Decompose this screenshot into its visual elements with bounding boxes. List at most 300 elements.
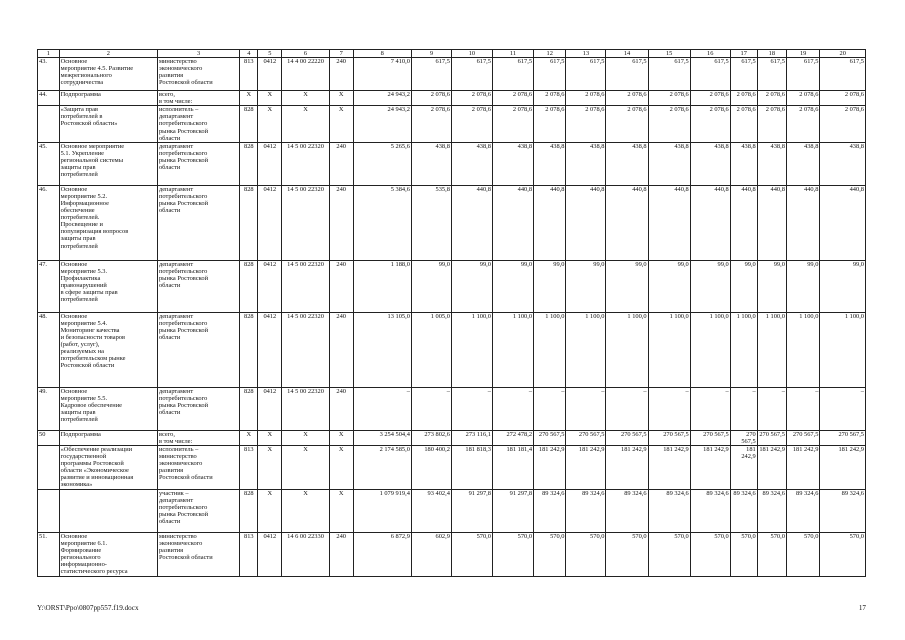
amount-cell: 535,8 xyxy=(411,185,451,260)
amount-cell: 570,0 xyxy=(648,532,690,576)
amount-cell: 1 100,0 xyxy=(566,312,606,387)
measure-name-cell xyxy=(59,489,157,532)
measure-name-cell xyxy=(59,91,157,106)
executor-line: рынка Ростовской xyxy=(158,127,209,135)
amount-cell: 24 943,2 xyxy=(353,106,411,142)
executor-line: министерство xyxy=(158,58,197,66)
grbs-code-cell: 828 xyxy=(240,312,258,387)
target-article-cell: 14 5 00 22320 xyxy=(282,185,330,260)
row-number-cell: 50 xyxy=(38,430,60,445)
amount-cell: – xyxy=(606,387,648,430)
amount-cell: 99,0 xyxy=(730,260,757,312)
amount-cell: 2 078,6 xyxy=(648,91,690,106)
amount-cell: 440,8 xyxy=(820,185,866,260)
amount-cell: 2 078,6 xyxy=(411,91,451,106)
amount-cell: 270 567,5 xyxy=(606,430,648,445)
amount-cell: 99,0 xyxy=(786,260,820,312)
amount-cell: – xyxy=(730,387,757,430)
amount-cell: 5 265,6 xyxy=(353,142,411,185)
amount-cell: 602,9 xyxy=(411,532,451,576)
column-number-cell: 9 xyxy=(411,50,451,58)
row-number-cell: 51. xyxy=(38,532,60,576)
measure-name-cell xyxy=(59,312,157,387)
amount-cell: 438,8 xyxy=(411,142,451,185)
table-row xyxy=(38,430,866,445)
measure-name-line: мероприятие 5.5. xyxy=(60,394,108,402)
executor-cell xyxy=(157,142,239,185)
amount-cell: 3 254 504,4 xyxy=(353,430,411,445)
amount-cell: 440,8 xyxy=(648,185,690,260)
amount-cell: 2 078,6 xyxy=(492,106,533,142)
target-article-cell: 14 5 00 22320 xyxy=(282,142,330,185)
measure-name-line: статистического ресурса xyxy=(60,568,128,576)
amount-cell: 181 242,9 xyxy=(534,445,566,489)
executor-line: в том числе: xyxy=(158,98,193,106)
amount-cell: 570,0 xyxy=(566,532,606,576)
executor-line: области xyxy=(158,282,181,290)
measure-name-cell xyxy=(59,430,157,445)
amount-cell: 5 384,6 xyxy=(353,185,411,260)
measure-name-line: «Обеспечение реализации xyxy=(60,445,133,453)
executor-line: потребительского xyxy=(158,267,208,275)
section-code-cell: 0412 xyxy=(258,142,282,185)
column-number-row xyxy=(38,50,866,58)
amount-cell: 2 078,6 xyxy=(451,106,492,142)
column-number-cell: 5 xyxy=(258,50,282,58)
measure-name-cell xyxy=(59,106,157,142)
amount-cell: 89 324,6 xyxy=(757,489,786,532)
executor-line: области xyxy=(158,409,181,417)
amount-cell: 1 100,0 xyxy=(606,312,648,387)
table-row xyxy=(38,185,866,260)
amount-cell: 2 174 585,0 xyxy=(353,445,411,489)
executor-cell xyxy=(157,430,239,445)
section-code-cell: X xyxy=(258,445,282,489)
amount-cell: 438,8 xyxy=(451,142,492,185)
amount-cell: 438,8 xyxy=(690,142,730,185)
executor-line: Ростовской области xyxy=(158,474,213,482)
amount-cell: 181 242,9 xyxy=(786,445,820,489)
measure-name-line: мероприятие 5.2. xyxy=(60,192,108,200)
amount-cell: 438,8 xyxy=(534,142,566,185)
grbs-code-cell: 828 xyxy=(240,260,258,312)
measure-name-line: защиты прав xyxy=(60,409,96,417)
amount-cell: 440,8 xyxy=(690,185,730,260)
amount-cell: 99,0 xyxy=(820,260,866,312)
executor-line: в том числе: xyxy=(158,437,193,445)
measure-name-line: Профилактика xyxy=(60,274,101,282)
measure-name-line: потребителей xyxy=(60,416,98,424)
amount-cell: – xyxy=(411,387,451,430)
amount-cell: 2 078,6 xyxy=(606,91,648,106)
amount-cell: – xyxy=(492,387,533,430)
grbs-code-cell: X xyxy=(240,91,258,106)
grbs-code-cell: 828 xyxy=(240,387,258,430)
amount-cell: – xyxy=(353,387,411,430)
table-row xyxy=(38,445,866,489)
expense-type-cell: 240 xyxy=(329,312,353,387)
section-code-cell: X xyxy=(258,91,282,106)
amount-cell: 89 324,6 xyxy=(606,489,648,532)
amount-cell: 89 324,6 xyxy=(820,489,866,532)
executor-cell xyxy=(157,58,239,91)
grbs-code-cell: 813 xyxy=(240,58,258,91)
target-article-cell: X xyxy=(282,445,330,489)
executor-line: рынка Ростовской xyxy=(158,326,209,334)
amount-cell: 99,0 xyxy=(648,260,690,312)
measure-name-line: 5.1. Укрепление xyxy=(60,149,105,157)
executor-line: Ростовской области xyxy=(158,554,213,562)
expense-type-cell: 240 xyxy=(329,532,353,576)
amount-cell: 2 078,6 xyxy=(566,106,606,142)
measure-name-line: Основное xyxy=(60,312,88,320)
amount-cell: 89 324,6 xyxy=(648,489,690,532)
expense-type-cell: 240 xyxy=(329,185,353,260)
executor-cell xyxy=(157,185,239,260)
expense-type-cell: X xyxy=(329,106,353,142)
amount-cell: 89 324,6 xyxy=(730,489,757,532)
amount-cell: 89 324,6 xyxy=(534,489,566,532)
executor-line: потребительского xyxy=(158,120,208,128)
section-code-cell: 0412 xyxy=(258,312,282,387)
amount-cell: 24 943,2 xyxy=(353,91,411,106)
amount-cell: 440,8 xyxy=(451,185,492,260)
measure-name-line: мероприятие 6.1. xyxy=(60,540,108,548)
measure-name-line: Ростовской области» xyxy=(60,120,118,128)
amount-cell: – xyxy=(786,387,820,430)
executor-line: развития xyxy=(158,72,184,80)
section-code-cell: 0412 xyxy=(258,58,282,91)
amount-cell: 440,8 xyxy=(757,185,786,260)
measure-name-line: обеспечение xyxy=(60,207,95,215)
amount-cell: 1 100,0 xyxy=(648,312,690,387)
measure-name-line: информационно- xyxy=(60,561,107,569)
expense-type-cell: X xyxy=(329,91,353,106)
column-number-cell: 14 xyxy=(606,50,648,58)
amount-cell: 617,5 xyxy=(690,58,730,91)
amount-cell: 181 242,9 xyxy=(606,445,648,489)
amount-cell: 440,8 xyxy=(786,185,820,260)
measure-name-line: Мониторинг качества xyxy=(60,326,120,334)
amount-cell: 438,8 xyxy=(820,142,866,185)
amount-cell: 2 078,6 xyxy=(730,91,757,106)
amount-cell: 438,8 xyxy=(730,142,757,185)
target-article-cell: X xyxy=(282,430,330,445)
amount-cell: 1 079 919,4 xyxy=(353,489,411,532)
column-number-cell: 13 xyxy=(566,50,606,58)
amount-cell: – xyxy=(648,387,690,430)
executor-line: области xyxy=(158,518,181,526)
amount-cell: 2 078,6 xyxy=(786,106,820,142)
amount-cell: 2 078,6 xyxy=(606,106,648,142)
amount-cell: 2 078,6 xyxy=(820,106,866,142)
amount-cell: 99,0 xyxy=(566,260,606,312)
target-article-cell: X xyxy=(282,489,330,532)
measure-name-line: регионального xyxy=(60,554,101,562)
table-row xyxy=(38,91,866,106)
measure-name-line: мероприятие 5.3. xyxy=(60,267,108,275)
amount-cell: – xyxy=(820,387,866,430)
measure-name-line: потребителей xyxy=(60,171,98,179)
grbs-code-cell: 828 xyxy=(240,142,258,185)
amount-cell: 270 567,5 xyxy=(648,430,690,445)
measure-name-line: Основное xyxy=(60,387,88,395)
target-article-cell: 14 5 00 22320 xyxy=(282,387,330,430)
measure-name-cell xyxy=(59,445,157,489)
row-number-cell: 48. xyxy=(38,312,60,387)
column-number-cell: 15 xyxy=(648,50,690,58)
measure-name-line: (работ, услуг), xyxy=(60,341,100,349)
executor-line: департамент xyxy=(158,142,194,150)
section-code-cell: X xyxy=(258,106,282,142)
executor-line: департамент xyxy=(158,260,194,268)
amount-cell: 2 078,6 xyxy=(730,106,757,142)
amount-cell: 93 402,4 xyxy=(411,489,451,532)
amount-cell: 273 116,1 xyxy=(451,430,492,445)
expense-type-cell: 240 xyxy=(329,387,353,430)
amount-cell: 617,5 xyxy=(730,58,757,91)
target-article-cell: X xyxy=(282,91,330,106)
amount-cell: 1 100,0 xyxy=(690,312,730,387)
measure-name-line: развитие и инновационная xyxy=(60,474,134,482)
measure-name-line: Кадровое обеспечение xyxy=(60,401,122,409)
amount-cell: 440,8 xyxy=(730,185,757,260)
expense-type-cell: X xyxy=(329,430,353,445)
amount-cell: 89 324,6 xyxy=(566,489,606,532)
amount-cell: 181 242,9 xyxy=(757,445,786,489)
amount-cell: 2 078,6 xyxy=(648,106,690,142)
table-row xyxy=(38,489,866,532)
measure-name-line: региональной системы xyxy=(60,156,123,164)
table-row xyxy=(38,106,866,142)
amount-cell: 270 567,5 xyxy=(534,430,566,445)
document-page xyxy=(37,49,866,577)
amount-cell: 617,5 xyxy=(566,58,606,91)
executor-line: рынка Ростовской xyxy=(158,401,209,409)
amount-cell: 181 242,9 xyxy=(690,445,730,489)
measure-name-line: Подпрограмма xyxy=(60,430,101,438)
amount-cell: 1 100,0 xyxy=(820,312,866,387)
measure-name-line: Основное xyxy=(60,260,88,268)
amount-cell: 270 567,5 xyxy=(757,430,786,445)
amount-cell: – xyxy=(534,387,566,430)
amount-cell: 99,0 xyxy=(492,260,533,312)
amount-cell: 89 324,6 xyxy=(690,489,730,532)
table-row xyxy=(38,260,866,312)
executor-line: области xyxy=(158,207,181,215)
amount-cell: 2 078,6 xyxy=(566,91,606,106)
table-row xyxy=(38,142,866,185)
amount-cell: 570,0 xyxy=(690,532,730,576)
expense-type-cell: 240 xyxy=(329,260,353,312)
section-code-cell: 0412 xyxy=(258,185,282,260)
amount-cell: 438,8 xyxy=(566,142,606,185)
amount-cell: 2 078,6 xyxy=(757,106,786,142)
amount-cell: 2 078,6 xyxy=(534,91,566,106)
amount-cell: 1 100,0 xyxy=(730,312,757,387)
executor-cell xyxy=(157,532,239,576)
section-code-cell: 0412 xyxy=(258,532,282,576)
measure-name-line: Ростовской области xyxy=(60,362,115,370)
executor-line: министерство xyxy=(158,532,197,540)
amount-cell: 1 100,0 xyxy=(492,312,533,387)
amount-cell: 270 567,5 xyxy=(730,430,757,445)
amount-cell: 1 100,0 xyxy=(786,312,820,387)
measure-name-cell xyxy=(59,387,157,430)
amount-cell: 1 100,0 xyxy=(451,312,492,387)
executor-line: потребительского xyxy=(158,394,208,402)
amount-cell: – xyxy=(566,387,606,430)
column-number-cell: 19 xyxy=(786,50,820,58)
section-code-cell: X xyxy=(258,430,282,445)
executor-line: рынка Ростовской xyxy=(158,156,209,164)
column-number-cell: 18 xyxy=(757,50,786,58)
amount-cell: 91 297,8 xyxy=(492,489,533,532)
amount-cell: 570,0 xyxy=(451,532,492,576)
executor-line: потребительского xyxy=(158,149,208,157)
executor-line: потребительского xyxy=(158,192,208,200)
expense-type-cell: X xyxy=(329,445,353,489)
amount-cell: 438,8 xyxy=(606,142,648,185)
row-number-cell: 46. xyxy=(38,185,60,260)
executor-line: всего, xyxy=(158,91,175,99)
measure-name-line: защиты прав xyxy=(60,235,96,243)
amount-cell: 270 567,5 xyxy=(786,430,820,445)
column-number-cell: 10 xyxy=(451,50,492,58)
measure-name-line: Подпрограмма xyxy=(60,91,101,99)
amount-cell: 272 478,2 xyxy=(492,430,533,445)
measure-name-cell xyxy=(59,260,157,312)
measure-name-line: в сфере защиты прав xyxy=(60,289,118,297)
amount-cell: 570,0 xyxy=(492,532,533,576)
executor-line: департамент xyxy=(158,312,194,320)
measure-name-line: потребителей. xyxy=(60,214,100,222)
measure-name-line: Формирование xyxy=(60,547,102,555)
measure-name-line: Просвещение и xyxy=(60,221,103,229)
amount-cell: 99,0 xyxy=(690,260,730,312)
expense-type-cell: 240 xyxy=(329,142,353,185)
amount-cell: 270 567,5 xyxy=(690,430,730,445)
amount-cell: 181 242,9 xyxy=(730,445,757,489)
footer-page-number: 17 xyxy=(858,604,866,612)
executor-line: Ростовской области xyxy=(158,79,213,87)
column-number-cell: 3 xyxy=(157,50,239,58)
column-number-cell: 6 xyxy=(282,50,330,58)
amount-cell: – xyxy=(690,387,730,430)
measure-name-line: экономика» xyxy=(60,481,93,489)
amount-cell: 2 078,6 xyxy=(451,91,492,106)
amount-cell: 617,5 xyxy=(757,58,786,91)
amount-cell: 2 078,6 xyxy=(690,106,730,142)
executor-cell xyxy=(157,312,239,387)
column-number-cell: 20 xyxy=(820,50,866,58)
measure-name-line: и безопасности товаров xyxy=(60,334,125,342)
amount-cell: 617,5 xyxy=(492,58,533,91)
measure-name-line: программы Ростовской xyxy=(60,460,124,468)
amount-cell: 99,0 xyxy=(757,260,786,312)
section-code-cell: X xyxy=(258,489,282,532)
row-number-cell: 43. xyxy=(38,58,60,91)
row-number-cell: 47. xyxy=(38,260,60,312)
amount-cell: 617,5 xyxy=(648,58,690,91)
measure-name-cell xyxy=(59,58,157,91)
executor-line: департамент xyxy=(158,387,194,395)
measure-name-line: потребительском рынке xyxy=(60,355,126,363)
column-number-cell: 4 xyxy=(240,50,258,58)
executor-line: области xyxy=(158,164,181,172)
amount-cell: 181 181,4 xyxy=(492,445,533,489)
executor-line: всего, xyxy=(158,430,175,438)
executor-line: развития xyxy=(158,467,184,475)
target-article-cell: 14 5 00 22320 xyxy=(282,312,330,387)
amount-cell: 2 078,6 xyxy=(757,91,786,106)
amount-cell: 2 078,6 xyxy=(534,106,566,142)
executor-line: рынка Ростовской xyxy=(158,274,209,282)
executor-line: экономического xyxy=(158,540,203,548)
measure-name-cell xyxy=(59,142,157,185)
executor-line: рынка Ростовской xyxy=(158,199,209,207)
amount-cell: 270 567,5 xyxy=(566,430,606,445)
amount-cell: 570,0 xyxy=(757,532,786,576)
table-row xyxy=(38,532,866,576)
measure-name-line: межрегионального xyxy=(60,72,112,80)
executor-line: департамент xyxy=(158,185,194,193)
column-number-cell: 8 xyxy=(353,50,411,58)
grbs-code-cell: 828 xyxy=(240,185,258,260)
measure-name-line: Основное xyxy=(60,532,88,540)
executor-line: экономического xyxy=(158,460,203,468)
amount-cell: 570,0 xyxy=(820,532,866,576)
measure-name-line: «Защита прав xyxy=(60,106,98,114)
executor-line: департамент xyxy=(158,497,194,505)
expense-type-cell: 240 xyxy=(329,58,353,91)
amount-cell: 99,0 xyxy=(534,260,566,312)
section-code-cell: 0412 xyxy=(258,260,282,312)
amount-cell: – xyxy=(451,387,492,430)
measure-name-line: потребителей в xyxy=(60,113,103,121)
table-row xyxy=(38,58,866,91)
amount-cell: 1 100,0 xyxy=(534,312,566,387)
executor-cell xyxy=(157,106,239,142)
amount-cell: 2 078,6 xyxy=(690,91,730,106)
amount-cell: 99,0 xyxy=(411,260,451,312)
section-code-cell: 0412 xyxy=(258,387,282,430)
amount-cell: 440,8 xyxy=(534,185,566,260)
amount-cell: 570,0 xyxy=(606,532,648,576)
amount-cell: 181 242,9 xyxy=(820,445,866,489)
measure-name-cell xyxy=(59,185,157,260)
measure-name-line: Основное xyxy=(60,185,88,193)
amount-cell: 181 818,3 xyxy=(451,445,492,489)
measure-name-line: правонарушений xyxy=(60,282,107,290)
executor-line: исполнитель – xyxy=(158,445,199,453)
amount-cell: 438,8 xyxy=(786,142,820,185)
column-number-cell: 16 xyxy=(690,50,730,58)
amount-cell: 438,8 xyxy=(492,142,533,185)
footer-file-path: Y:\ORST\Ppo\0807pp557.f19.docx xyxy=(37,604,139,612)
amount-cell: 570,0 xyxy=(786,532,820,576)
budget-table xyxy=(37,49,866,577)
amount-cell: 617,5 xyxy=(786,58,820,91)
amount-cell: 2 078,6 xyxy=(786,91,820,106)
executor-line: области xyxy=(158,334,181,342)
grbs-code-cell: 828 xyxy=(240,489,258,532)
executor-cell xyxy=(157,445,239,489)
executor-line: департамент xyxy=(158,113,194,121)
measure-name-line: потребителей xyxy=(60,242,98,250)
measure-name-line: Основное xyxy=(60,58,88,66)
measure-name-line: Информационное xyxy=(60,199,109,207)
